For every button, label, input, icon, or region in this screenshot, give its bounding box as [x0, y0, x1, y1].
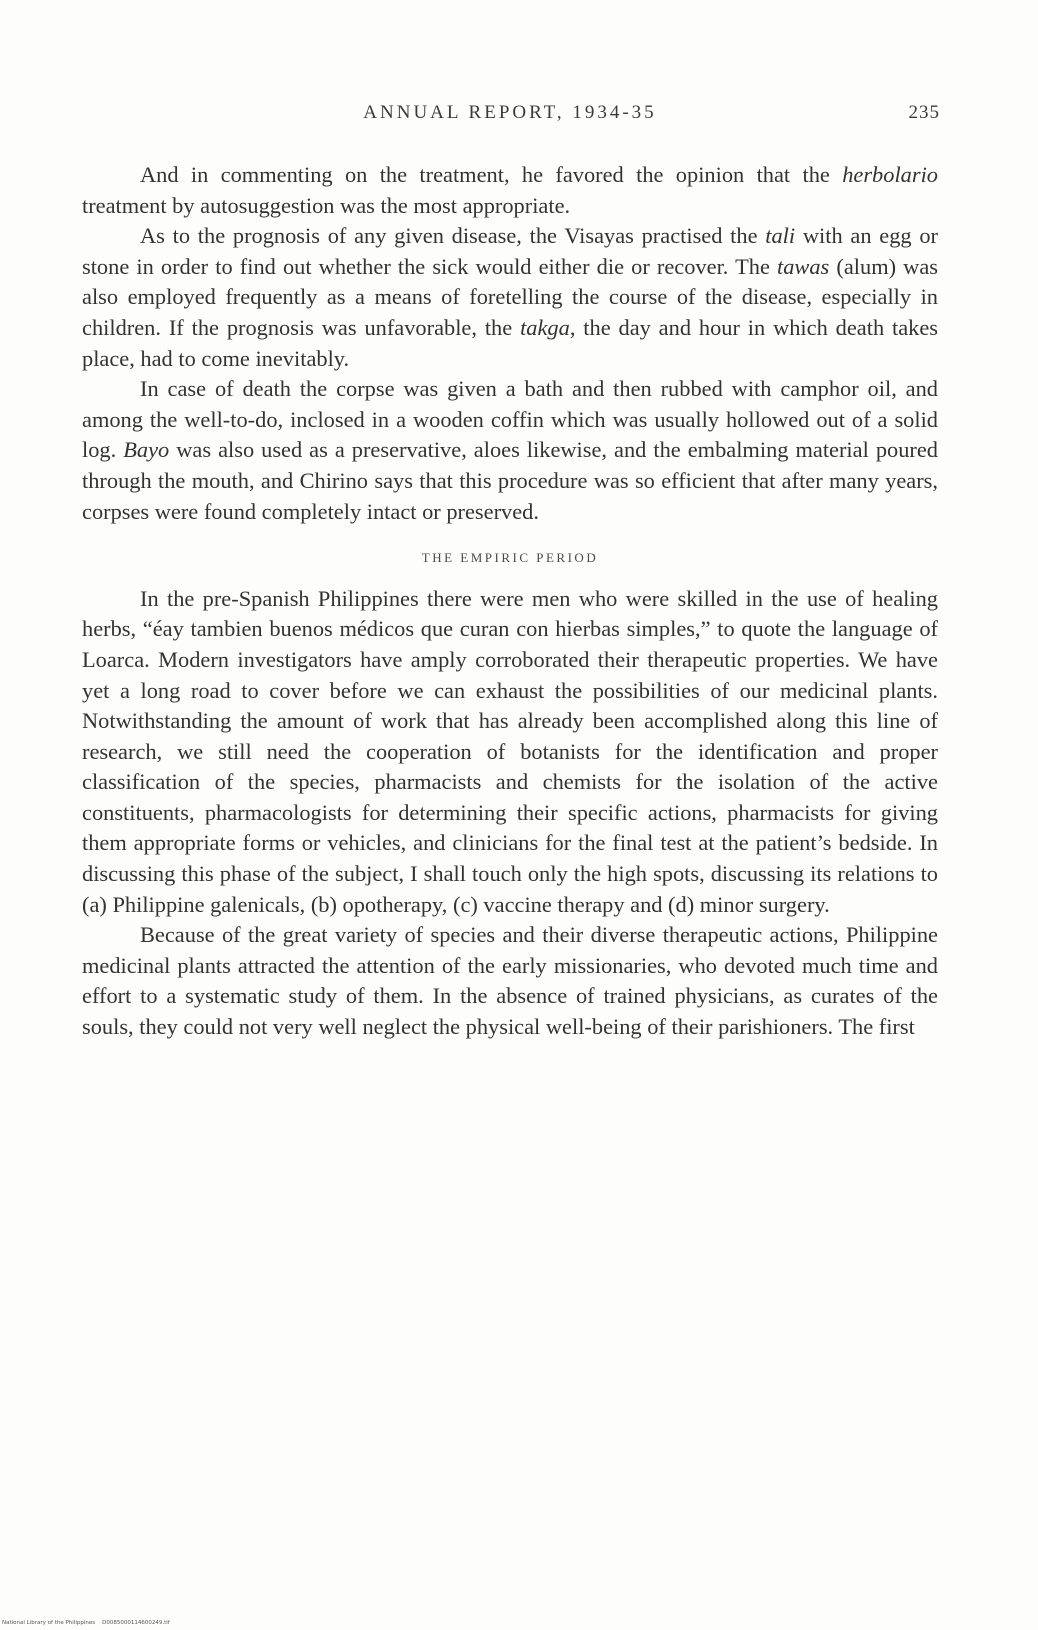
italic-term-tali: tali [765, 223, 796, 249]
body-text [82, 160, 938, 1043]
italic-term-herbolario: herbolario [842, 162, 938, 187]
italic-term-bayo: Bayo [123, 437, 170, 463]
paragraph-empiric-period: In the pre-Spanish Philippines there were men who were skilled in the use of healing herbs, “éay tambien buenos médicos que curan con hierbas simples,” to quote the language of Loarca. Modern investigators have amply corroborated their therapeutic properties. We have yet a long road to cover before we can exhaust the possibilities of our medicinal plants. Notwithstanding the amount of work that has already been accomplished along this line of research, we still need the cooperation of botanists for the identification and proper classification of the species, pharmacists and chemists for the isolation of the active constituents, pharmacologists for determining their specific actions, pharmacists for giving them appropriate forms or vehicles, and clinicians for the final test at the patient’s bedside. In discussing this phase of the subject, I shall touch only the high spots, discussing its relations to (a) Philippine galenicals, (b) opotherapy, (c) vaccine therapy and (d) minor surgery. [82, 585, 938, 917]
text-run: And in commenting on the treatment, he favored the opinion that the [140, 162, 843, 187]
text-run: As to the prognosis of any given disease, the Visayas practised the [140, 223, 766, 249]
paragraph-medicinal-plants: Because of the great variety of species and their diverse therapeutic actions, Philippine medicinal plants attracted the attention of the early missionaries, who devoted much time and effort to a systematic study of them. In the absence of trained physicians, as curates of the souls, they could not very well neglect the physical well-being of their parishioners. The first [82, 922, 938, 1040]
running-title: ANNUAL REPORT, 1934-35 [363, 102, 657, 123]
italic-term-tawas: tawas [777, 253, 830, 279]
text-run: treatment by autosuggestion was the most appropriate. [82, 192, 571, 218]
text-run: with an egg or stone in order to find out whether the sick would either die or recover. The [82, 223, 938, 279]
paragraph-prognosis [82, 221, 938, 374]
text-run: (alum) was also employed frequently as a means of foretelling the course of the disease, especially in children. If the prognosis was unfavorable, the [82, 253, 939, 340]
page-number: 235 [908, 102, 940, 123]
section-heading: THE EMPIRIC PERIOD [421, 550, 599, 566]
text-run: , the day and hour in which death takes place, had to come inevitably. [82, 314, 939, 371]
footer-credit: National Library of the Philippines D0085000114600249.tif [2, 1620, 170, 1626]
italic-term-takga: takga [520, 314, 570, 340]
paragraph-treatment-opinion [82, 160, 938, 221]
text-run: In case of death the corpse was given a bath and then rubbed with camphor oil, and among the well-to-do, inclosed in a wooden coffin which was usually hollowed out of a solid log. [82, 376, 938, 463]
running-head [80, 102, 940, 132]
text-run: was also used as a preservative, aloes likewise, and the embalming material poured through the mouth, and Chirino says that this procedure was so efficient that after many years, corpses were found completely intact or preserved. [82, 437, 938, 524]
paragraph-death-customs [82, 374, 938, 527]
